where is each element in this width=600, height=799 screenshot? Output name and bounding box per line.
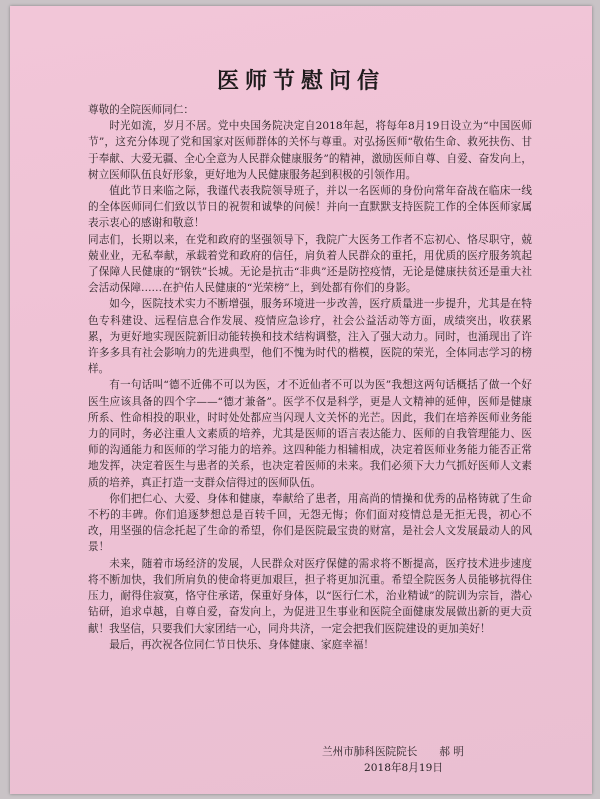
signature-date: 2018年8月19日 bbox=[364, 762, 443, 774]
paragraph-3: 同志们，长期以来，在党和政府的坚强领导下，我院广大医务工作者不忘初心、恪尽职守，兢兢业业，无私奉献，承载着党和政府的信任，肩负着人民群众的重托，用优质的医疗服务筑起了保障人民健康的“钢铁”长城。无论是抗击“非典”还是防控疫情，无论是健康扶贫还是重大社会活动保障……在护佑人民健康的“光荣榜”上，到处都有你们的身影。 bbox=[88, 233, 532, 295]
paragraph-6: 你们把仁心、大爱、身体和健康，奉献给了患者，用高尚的情操和优秀的品格铸就了生命不朽的丰碑。你们追逐梦想总是百转千回，无怨无悔；你们面对疫情总是无拒无畏，初心不改，用坚强的信念托起了生命的希望，你们是医院最宝贵的财富，是社会人文发展最动人的风景！ bbox=[88, 492, 532, 554]
signature-role: 兰州市肺科医院院长 bbox=[322, 746, 418, 758]
paragraph-5: 有一句话叫“德不近佛不可以为医，才不近仙者不可以为医”我想这两句话概括了做一个好医生应该具备的四个字——“德才兼备”。医学不仅是科学，更是人文精神的延伸，医师是健康所系、性命相投的职业，时时处处都应当闪现人文关怀的光芒。因此，我们在培养医师业务能力的同时，务必注重人文素质的培养，尤其是医师的语言表达能力、医师的自我管理能力、医师的沟通能力和医师的学习能力的培养。这四种能力相辅相成，决定着医师业务能力能否正常地发挥，决定着医生与患者的关系，也决定着医师的未来。我们必须下大力气抓好医师人文素质的培养，真正打造一支群众信得过的医师队伍。 bbox=[88, 379, 532, 489]
letter-title: 医师节慰问信 bbox=[216, 68, 385, 94]
paragraph-4: 如今，医院技术实力不断增强，服务环境进一步改善，医疗质量进一步提升，尤其是在特色专科建设、远程信息合作发展、疫情应急诊疗，社会公益活动等方面，成绩突出，收获累累，为更好地实现医院新旧动能转换和技术结构调整，注入了强大动力。同时，也涌现出了许许多多具有社会影响力的先进典型，他们不愧为时代的楷模，医院的荣光，全体同志学习的榜样。 bbox=[88, 298, 532, 376]
signature-block bbox=[322, 744, 464, 776]
letter-page bbox=[10, 6, 592, 794]
paragraph-1: 时光如流，岁月不居。党中央国务院决定自2018年起，将每年8月19日设立为“中国医师节”，这充分体现了党和国家对医师群体的关怀与尊重。对弘扬医师“敬佑生命、救死扶伤、甘于奉献、大爱无疆、全心全意为人民群众健康服务”的精神，激励医师自尊、自爱、奋发向上，树立医师队伍良好形象，更好地为人民健康服务起到积极的引领作用。 bbox=[88, 120, 532, 181]
paragraph-2: 值此节日来临之际，我谨代表我院领导班子，并以一名医师的身份向常年奋战在临床一线的全体医师同仁们致以节日的祝贺和诚挚的问候！并向一直默默支持医院工作的全体医师家属表示衷心的感谢和敬意！ bbox=[88, 185, 532, 230]
paragraph-7: 未来，随着市场经济的发展，人民群众对医疗保健的需求将不断提高，医疗技术进步速度将不断加快，我们所肩负的使命将更加艰巨，担子将更加沉重。希望全院医务人员能够抗得住压力，耐得住寂寞，恪守住承诺，保重好身体，以“医行仁术，治业精诚”的院训为宗旨，潜心钻研，追求卓越，自尊自爱，奋发向上，为促进卫生事业和医院全面健康发展做出新的更大贡献！我坚信，只要我们大家团结一心，同舟共济，一定会把我们医院建设的更加美好！ bbox=[88, 557, 532, 635]
paragraph-8: 最后，再次祝各位同仁节日快乐、身体健康、家庭幸福！ bbox=[109, 638, 375, 651]
letter-body bbox=[88, 102, 532, 653]
signature-name: 郝 明 bbox=[439, 746, 464, 758]
salutation: 尊敬的全院医师同仁： bbox=[88, 104, 194, 116]
signature-line bbox=[322, 744, 464, 760]
